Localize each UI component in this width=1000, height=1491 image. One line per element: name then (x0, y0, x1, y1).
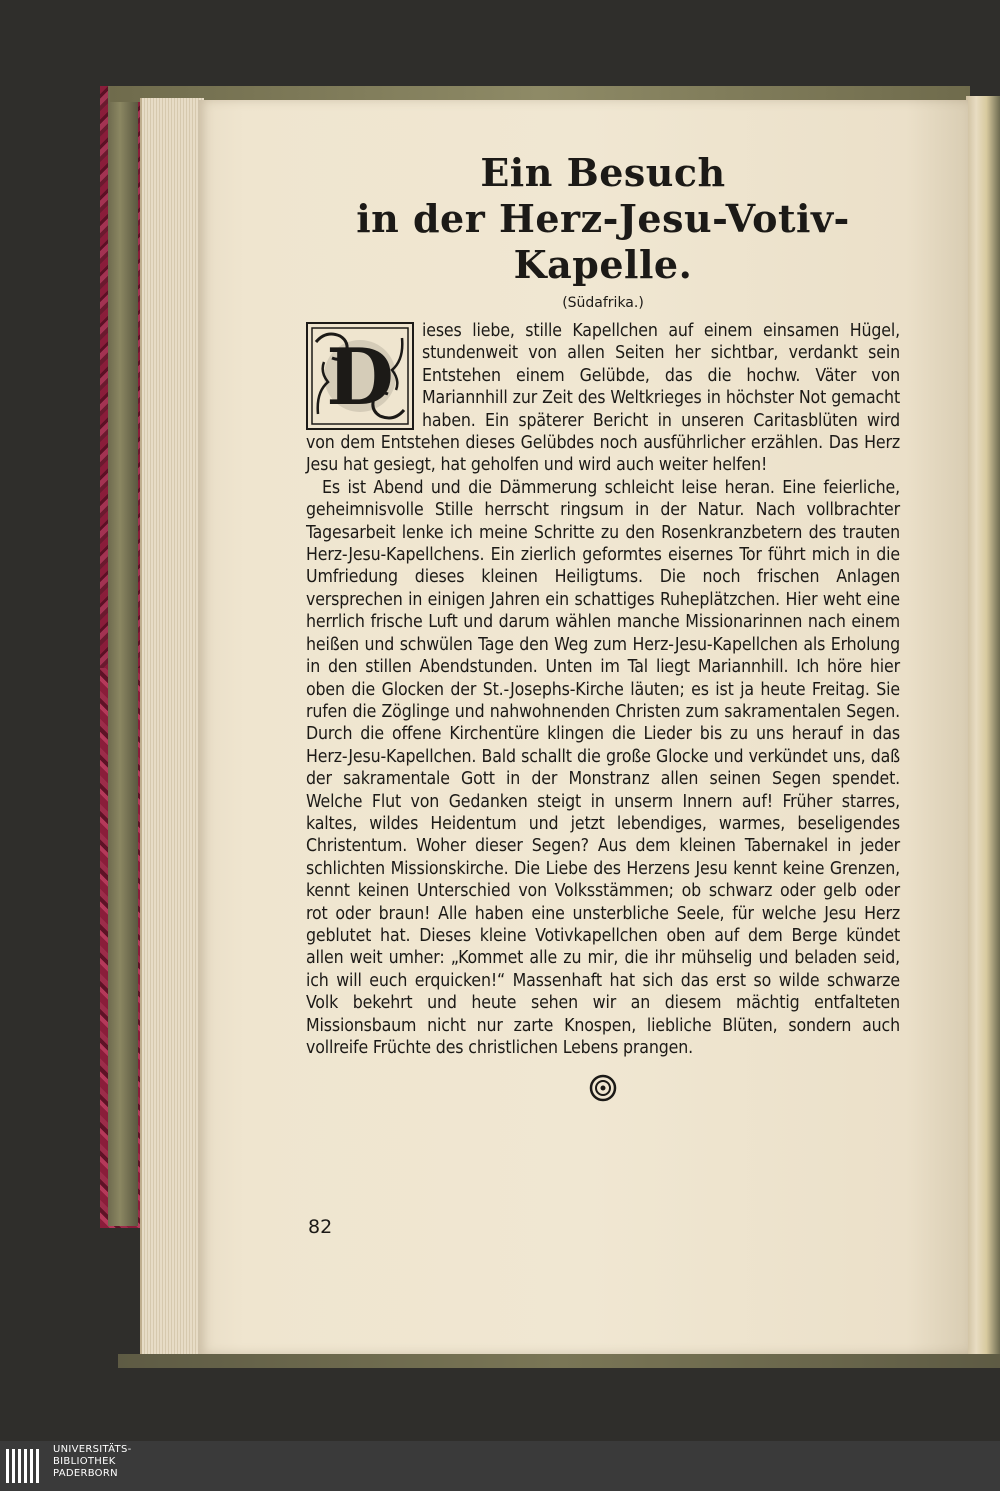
paragraph-2: Es ist Abend und die Dämmerung schleicht leise heran. Eine feierliche, geheimnisvolle Stille herrscht ringsum in der Natur. Nach vollbrachter Tagesarbeit lenke ich meine Schritte zu den Rosenkranzbetern des trauten Herz-Jesu-Kapellchens. Ein zierlich geformtes eisernes Tor führt mich in die Umfriedung dieses kleinen Heiligtums. Die noch frischen Anlagen versprechen in einigen Jahren ein schattiges Ruheplätzchen. Hier weht eine herrlich frische Luft und darum wählen manche Missionarinnen nach einem heißen und schwülen Tage den Weg zum Herz-Jesu-Kapellchen als Erholung in den stillen Abendstunden. Unten im Tal liegt Mariannhill. Ich höre hier oben die Glocken der St.-Josephs-Kirche läuten; es ist ja heute Freitag. Sie rufen die Zöglinge und nahwohnenden Christen zum sakramentalen Segen. Durch die offene Kirchentüre klingen die Lieder bis zu uns herauf in das Herz-Jesu-Kapellchen. Bald schallt die große Glocke und verkündet uns, daß der sakramentale Gott in der Monstranz allen seinen Segen spendet. Welche Flut von Gedanken steigt in unserm Innern auf! Früher starres, kaltes, wildes Heidentum und jetzt lebendiges, warmes, beseligendes Christentum. Woher dieser Segen? Aus dem kleinen Tabernakel in jeder schlichten Missionskirche. Die Liebe des Herzens Jesu kennt keine Grenzen, kennt keinen Unterschied von Volksstämmen; ob schwarz oder gelb oder rot oder braun! Alle haben eine unsterbliche Seele, für welche Jesu Herz geblutet hat. Dieses kleine Votivkapellchen oben auf dem Berge kündet allen weit umher: „Kommet alle zu mir, die ihr mühselig und beladen seid, ich will euch erquicken!“ Massenhaft hat sich das erst so wilde schwarze Volk bekehrt und heute sehen wir an diesem mächtig entfalteten Missionsbaum nicht nur zarte Knospen, liebliche Blüten, sondern auch vollreife Früchte des christlichen Lebens prangen. (306, 477, 900, 1058)
library-name-line-2: BIBLIOTHEK (53, 1456, 116, 1467)
book-cover-edge (108, 86, 138, 1226)
dropcap-letter: D (326, 332, 394, 423)
library-logo-icon (6, 1447, 46, 1485)
book-bottom-edge (118, 1354, 1000, 1368)
title-line-2: in der Herz-Jesu-Votiv-Kapelle. (356, 196, 850, 287)
library-name (53, 1444, 132, 1480)
right-page-gutter (966, 96, 1000, 1358)
article-subtitle: (Südafrika.) (562, 295, 644, 311)
title-line-1: Ein Besuch (480, 150, 726, 195)
library-name-line-1: UNIVERSITÄTS- (53, 1444, 132, 1455)
library-footer-bar (0, 1441, 1000, 1491)
paragraph-1 (306, 320, 900, 477)
page-number: 82 (308, 1216, 333, 1238)
paragraph-1-text: ieses liebe, stille Kapellchen auf einem einsamen Hügel, stundenweit von allen Seiten her sichtbar, verdankt sein Entstehen einem Gelübde, das die hochw. Väter von Mariannhill zur Zeit des Weltkrieges in höchster Not gemacht haben. Ein späterer Bericht in unseren Caritasblüten wird von dem Entstehen dieses Gelübdes noch ausführlicher erzählen. Das Herz Jesu hat gesiegt, hat geholfen und wird auch weiter helfen! (306, 321, 900, 476)
end-ornament-icon (588, 1073, 618, 1103)
article-title (306, 150, 900, 288)
library-name-line-3: PADERBORN (53, 1468, 118, 1479)
page-stack-edges (140, 98, 204, 1356)
dropcap-ornament-icon (306, 322, 414, 430)
article (306, 150, 900, 1103)
